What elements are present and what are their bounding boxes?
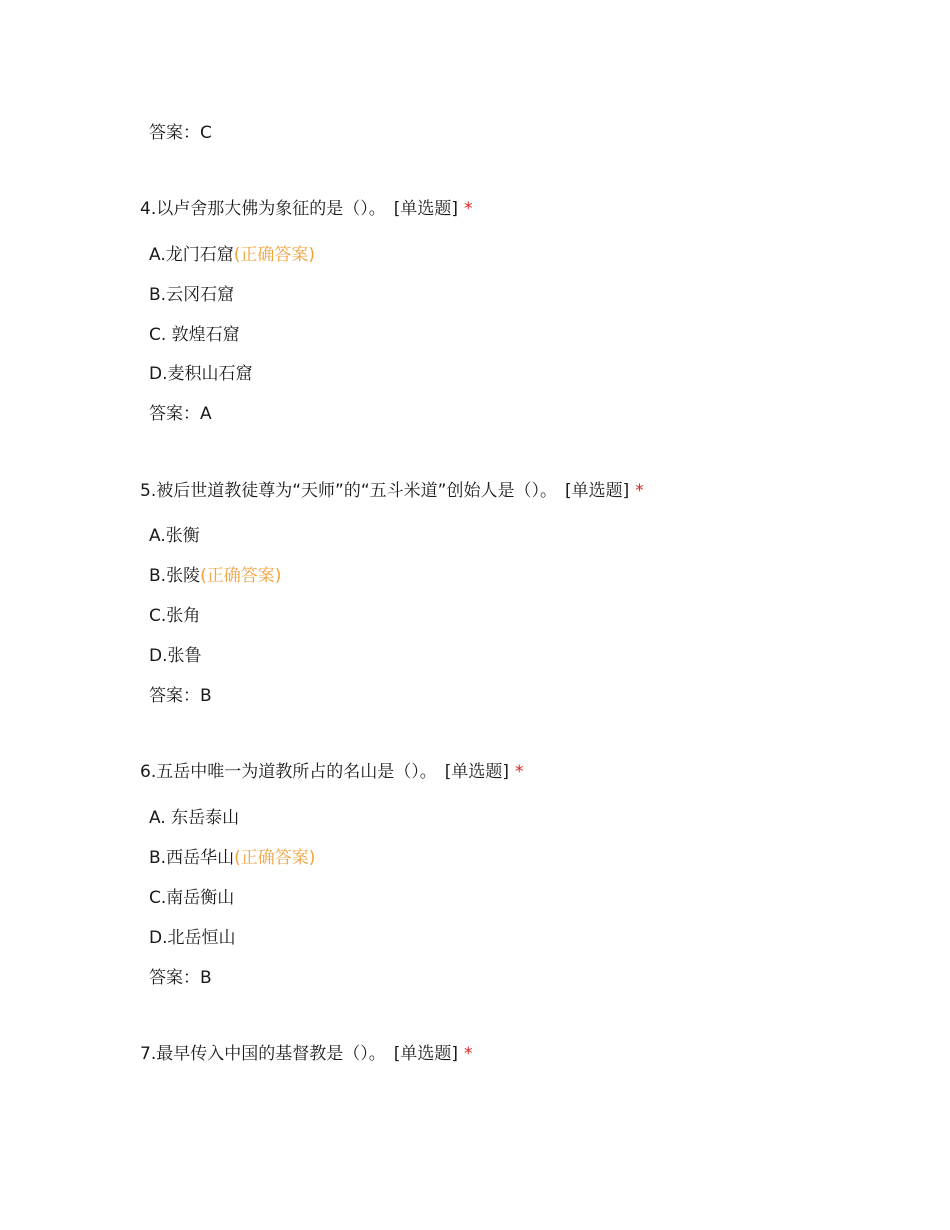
required-mark: * (464, 199, 473, 219)
question-type-tag: [单选题] (444, 762, 509, 782)
q4-option-b (149, 284, 234, 306)
option-text: D.北岳恒山 (149, 928, 236, 948)
question-type-tag: [单选题] (564, 481, 630, 501)
question-type-tag: [单选题] (393, 199, 458, 219)
question-4-title (140, 198, 473, 220)
question-text: 5.被后世道教徒尊为“天师”的“五斗米道”创始人是（）。 (140, 481, 557, 501)
option-text: A. 东岳泰山 (149, 808, 240, 828)
correct-answer-label: (正确答案) (233, 245, 315, 265)
question-text: 6.五岳中唯一为道教所占的名山是（）。 (140, 762, 437, 782)
option-text: B.张陵 (149, 566, 201, 586)
answer-q5: 答案：B (149, 686, 212, 706)
option-text: B.云冈石窟 (149, 285, 235, 305)
q4-option-c (149, 324, 240, 346)
q5-option-a (149, 525, 200, 547)
option-text: A.张衡 (149, 526, 200, 546)
option-text: C.张角 (149, 606, 201, 626)
correct-answer-label: (正确答案) (200, 566, 282, 586)
q5-option-c (149, 605, 200, 627)
question-text: 7.最早传入中国的基督教是（）。 (140, 1044, 386, 1064)
answer-q4: 答案：A (149, 404, 212, 424)
q4-option-d (149, 363, 253, 385)
answer-q3: 答案：C (149, 123, 212, 143)
question-text: 4.以卢舍那大佛为象征的是（）。 (140, 199, 386, 219)
q6-option-c (149, 887, 234, 909)
question-type-tag: [单选题] (393, 1044, 458, 1064)
option-text: D.麦积山石窟 (149, 364, 253, 384)
option-text: A.龙门石窟 (149, 245, 234, 265)
correct-answer-label: (正确答案) (234, 848, 316, 868)
option-text: C.南岳衡山 (149, 888, 235, 908)
option-text: B.西岳华山 (149, 848, 235, 868)
required-mark: * (635, 481, 644, 501)
q5-option-d (149, 645, 202, 667)
q6-option-d (149, 927, 236, 949)
required-mark: * (464, 1044, 473, 1064)
q6-option-b (149, 847, 315, 869)
question-6-title (140, 761, 524, 783)
q4-option-a (149, 244, 315, 266)
option-text: D.张鲁 (149, 646, 202, 666)
q5-option-b (149, 565, 281, 587)
option-text: C. 敦煌石窟 (149, 325, 240, 345)
required-mark: * (515, 762, 524, 782)
q6-option-a (149, 807, 239, 829)
answer-q6: 答案：B (149, 968, 212, 988)
question-5-title (140, 480, 644, 502)
question-7-title (140, 1043, 473, 1065)
